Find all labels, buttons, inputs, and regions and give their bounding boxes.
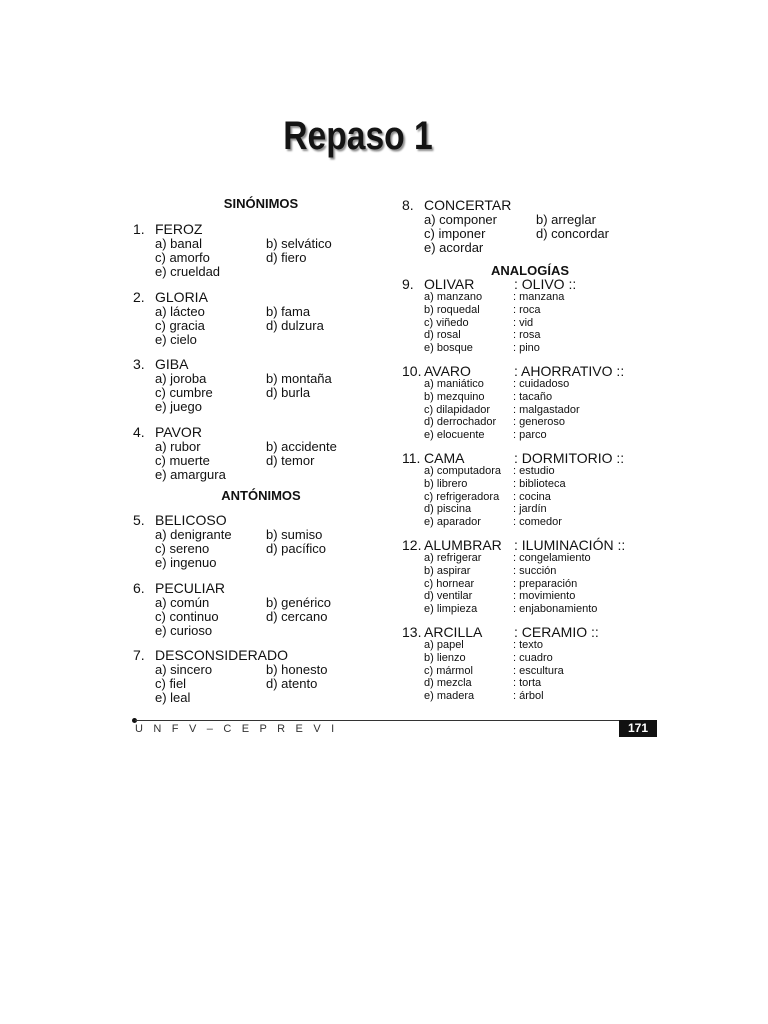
option-term: b) librero xyxy=(424,477,468,490)
option-term: b) mezquino xyxy=(424,390,485,403)
option-relation: : escultura xyxy=(513,664,564,677)
option-term: d) ventilar xyxy=(424,590,473,603)
analogy-option xyxy=(424,603,658,616)
option-relation: : movimiento xyxy=(513,590,576,603)
question-header xyxy=(133,290,389,304)
option-relation: : cuadro xyxy=(513,651,553,664)
question-header xyxy=(133,222,389,236)
answer-option: c) amorfo xyxy=(155,250,210,265)
option-relation: : jardín xyxy=(513,503,547,516)
answer-option: c) continuo xyxy=(155,608,219,624)
answer-option: b) honesto xyxy=(266,662,328,677)
answer-option: a) rubor xyxy=(155,438,201,454)
analogy-options xyxy=(402,639,658,703)
analogy-option xyxy=(424,565,658,578)
option-relation: : cuidadoso xyxy=(513,378,570,390)
analogy-option xyxy=(424,578,658,591)
option-relation: : preparación xyxy=(513,577,578,590)
analogy-options xyxy=(402,291,658,355)
answer-option: a) denigrante xyxy=(155,527,232,542)
option-relation: : generoso xyxy=(513,416,565,429)
analogy-option xyxy=(424,690,658,703)
answer-option: b) genérico xyxy=(266,594,332,610)
analogies-heading: ANALOGÍAS xyxy=(491,263,569,278)
option-relation: : pino xyxy=(513,342,540,354)
question-item xyxy=(133,648,389,705)
analogy-option xyxy=(424,404,658,417)
answer-option: b) selvático xyxy=(266,236,332,251)
analogy-option xyxy=(424,465,658,478)
answer-option: c) sereno xyxy=(155,541,210,556)
page-title: Repaso 1 xyxy=(283,114,433,158)
analogy-option xyxy=(424,291,658,304)
answer-option: d) pacífico xyxy=(266,541,326,556)
analogy-option xyxy=(424,317,658,330)
option-term: a) maniático xyxy=(424,378,484,390)
answer-option: e) cielo xyxy=(155,331,197,347)
answer-option: c) fiel xyxy=(155,676,187,691)
question-number: 4. xyxy=(133,423,145,440)
answer-option: c) muerte xyxy=(155,452,210,468)
option-term: c) refrigeradora xyxy=(424,490,500,503)
answer-option: a) sincero xyxy=(155,662,213,677)
analogy-number: 10. xyxy=(402,363,422,379)
option-term: a) refrigerar xyxy=(424,552,482,564)
option-term: b) lienzo xyxy=(424,651,466,664)
option-term: d) piscina xyxy=(424,503,472,516)
answer-options xyxy=(133,663,389,705)
option-term: d) derrochador xyxy=(424,416,497,429)
answer-option: d) fiero xyxy=(266,250,307,265)
answer-option: c) imponer xyxy=(424,226,486,241)
question-header xyxy=(133,648,389,662)
synonyms-list xyxy=(133,222,389,482)
answer-option: b) arreglar xyxy=(536,212,596,227)
answer-options xyxy=(133,528,389,570)
option-term: e) madera xyxy=(424,690,475,702)
page-number-badge: 171 xyxy=(619,720,657,737)
answer-option: e) acordar xyxy=(424,240,484,255)
analogy-item xyxy=(402,278,658,355)
option-relation: : torta xyxy=(513,677,542,690)
analogy-header xyxy=(402,452,658,465)
answer-options xyxy=(133,596,389,638)
analogy-item xyxy=(402,365,658,442)
question-header xyxy=(133,357,389,371)
analogy-relation: : ILUMINACIÓN :: xyxy=(514,537,626,553)
right-column xyxy=(402,198,658,713)
question-header xyxy=(133,581,389,595)
footer-rule xyxy=(135,720,620,722)
analogy-relation: : CERAMIO :: xyxy=(514,624,599,640)
option-relation: : comedor xyxy=(513,516,562,528)
answer-options xyxy=(133,237,389,279)
analogy-option xyxy=(424,304,658,317)
answer-option: e) amargura xyxy=(155,466,226,482)
question-item xyxy=(133,513,389,570)
question-item xyxy=(402,198,658,255)
option-relation: : parco xyxy=(513,429,547,441)
answer-option: e) juego xyxy=(155,399,202,414)
analogy-options xyxy=(402,378,658,442)
question-number: 2. xyxy=(133,288,145,305)
question-number: 7. xyxy=(133,647,145,663)
answer-option: c) gracia xyxy=(155,317,205,333)
analogy-number: 11. xyxy=(402,450,421,466)
answer-option: e) crueldad xyxy=(155,264,221,279)
option-term: b) roquedal xyxy=(424,303,480,316)
option-term: b) aspirar xyxy=(424,564,471,577)
analogy-number: 9. xyxy=(402,276,414,292)
option-relation: : manzana xyxy=(513,291,565,303)
answer-options xyxy=(133,440,389,482)
answer-option: b) fama xyxy=(266,303,311,319)
option-term: d) mezcla xyxy=(424,677,472,690)
analogy-option xyxy=(424,665,658,678)
analogy-number: 13. xyxy=(402,624,422,640)
analogy-term: AVARO xyxy=(424,363,471,379)
option-term: e) aparador xyxy=(424,516,481,528)
answer-option: b) sumiso xyxy=(266,527,323,542)
analogy-term: ARCILLA xyxy=(424,624,483,640)
analogy-option xyxy=(424,590,658,603)
option-term: e) elocuente xyxy=(424,429,485,441)
option-term: c) viñedo xyxy=(424,316,469,329)
option-term: d) rosal xyxy=(424,329,461,342)
answer-option: b) accidente xyxy=(266,438,337,454)
question-item xyxy=(133,357,389,414)
analogy-header xyxy=(402,539,658,552)
antonyms-list xyxy=(133,513,389,705)
analogy-option xyxy=(424,478,658,491)
option-relation: : enjabonamiento xyxy=(513,603,598,615)
answer-option: a) banal xyxy=(155,236,202,251)
option-relation: : texto xyxy=(513,639,543,651)
answer-option: d) dulzura xyxy=(266,317,324,333)
analogy-item xyxy=(402,626,658,703)
antonyms-heading: ANTÓNIMOS xyxy=(221,488,301,503)
analogy-item xyxy=(402,452,658,529)
option-relation: : biblioteca xyxy=(513,477,566,490)
option-relation: : malgastador xyxy=(513,403,580,416)
question-header xyxy=(133,425,389,439)
question-word: GLORIA xyxy=(155,288,208,305)
analogy-header xyxy=(402,365,658,378)
answer-option: b) montaña xyxy=(266,371,332,386)
question-item xyxy=(133,581,389,638)
analogy-option xyxy=(424,652,658,665)
answer-options xyxy=(402,213,658,255)
analogy-option xyxy=(424,516,658,529)
answer-option: a) común xyxy=(155,594,210,610)
question-item xyxy=(133,290,389,347)
question-number: 6. xyxy=(133,579,145,596)
analogy-number: 12. xyxy=(402,537,422,553)
analogies-list xyxy=(402,278,658,703)
question-item xyxy=(133,425,389,482)
answer-option: a) lácteo xyxy=(155,303,205,319)
option-relation: : árbol xyxy=(513,690,544,702)
analogy-option xyxy=(424,491,658,504)
analogy-option xyxy=(424,378,658,391)
analogy-option xyxy=(424,329,658,342)
analogy-option xyxy=(424,503,658,516)
option-relation: : tacaño xyxy=(513,390,553,403)
question-word: DESCONSIDERADO xyxy=(155,647,289,663)
left-column xyxy=(133,197,389,716)
option-relation: : roca xyxy=(513,303,541,316)
question-header xyxy=(133,513,389,527)
analogy-relation: : OLIVO :: xyxy=(514,276,577,292)
analogy-option xyxy=(424,677,658,690)
option-term: a) manzano xyxy=(424,291,483,303)
option-relation: : congelamiento xyxy=(513,552,591,564)
analogy-term: OLIVAR xyxy=(424,276,475,292)
question-number: 3. xyxy=(133,356,145,372)
answer-option: d) concordar xyxy=(536,226,609,241)
analogy-header xyxy=(402,626,658,639)
question-word: PECULIAR xyxy=(155,579,226,596)
option-relation: : estudio xyxy=(513,465,555,477)
answer-option: d) burla xyxy=(266,385,311,400)
analogy-option xyxy=(424,391,658,404)
question-number: 5. xyxy=(133,512,145,528)
option-term: c) mármol xyxy=(424,664,473,677)
option-term: e) limpieza xyxy=(424,603,478,615)
question-number: 1. xyxy=(133,221,145,237)
analogy-option xyxy=(424,342,658,355)
answer-options xyxy=(133,372,389,414)
analogy-relation: : AHORRATIVO :: xyxy=(514,363,625,379)
answer-option: d) cercano xyxy=(266,608,328,624)
option-term: a) papel xyxy=(424,639,464,651)
analogy-term: CAMA xyxy=(424,450,465,466)
analogy-option xyxy=(424,552,658,565)
question-word: PAVOR xyxy=(155,423,202,440)
answer-option: e) curioso xyxy=(155,622,213,638)
analogy-relation: : DORMITORIO :: xyxy=(514,450,625,466)
question-word: GIBA xyxy=(155,356,189,372)
option-term: c) dilapidador xyxy=(424,403,491,416)
option-relation: : vid xyxy=(513,316,534,329)
analogy-option xyxy=(424,429,658,442)
answer-option: d) temor xyxy=(266,452,315,468)
synonyms-heading: SINÓNIMOS xyxy=(223,196,299,211)
answer-option: e) leal xyxy=(155,690,191,705)
option-relation: : succión xyxy=(513,564,557,577)
analogy-options xyxy=(402,465,658,529)
question-header xyxy=(402,198,658,212)
answer-option: a) joroba xyxy=(155,371,207,386)
option-term: e) bosque xyxy=(424,342,473,354)
option-relation: : rosa xyxy=(513,329,541,342)
footer-publisher: U N F V – C E P R E V I xyxy=(135,723,338,735)
analogy-option xyxy=(424,639,658,652)
answer-options xyxy=(133,305,389,347)
answer-option: d) atento xyxy=(266,676,318,691)
analogy-options xyxy=(402,552,658,616)
option-term: c) hornear xyxy=(424,577,475,590)
analogy-item xyxy=(402,539,658,616)
question-word: FEROZ xyxy=(155,221,203,237)
answer-option: e) ingenuo xyxy=(155,555,217,570)
question-number: 8. xyxy=(402,197,414,213)
answer-option: a) componer xyxy=(424,212,497,227)
analogy-header xyxy=(402,278,658,291)
question-word: BELICOSO xyxy=(155,512,227,528)
antonyms-list-continued xyxy=(402,198,658,255)
question-item xyxy=(133,222,389,279)
question-word: CONCERTAR xyxy=(424,197,512,213)
analogy-term: ALUMBRAR xyxy=(424,537,502,553)
option-relation: : cocina xyxy=(513,490,551,503)
analogy-option xyxy=(424,416,658,429)
option-term: a) computadora xyxy=(424,465,502,477)
answer-option: c) cumbre xyxy=(155,385,213,400)
